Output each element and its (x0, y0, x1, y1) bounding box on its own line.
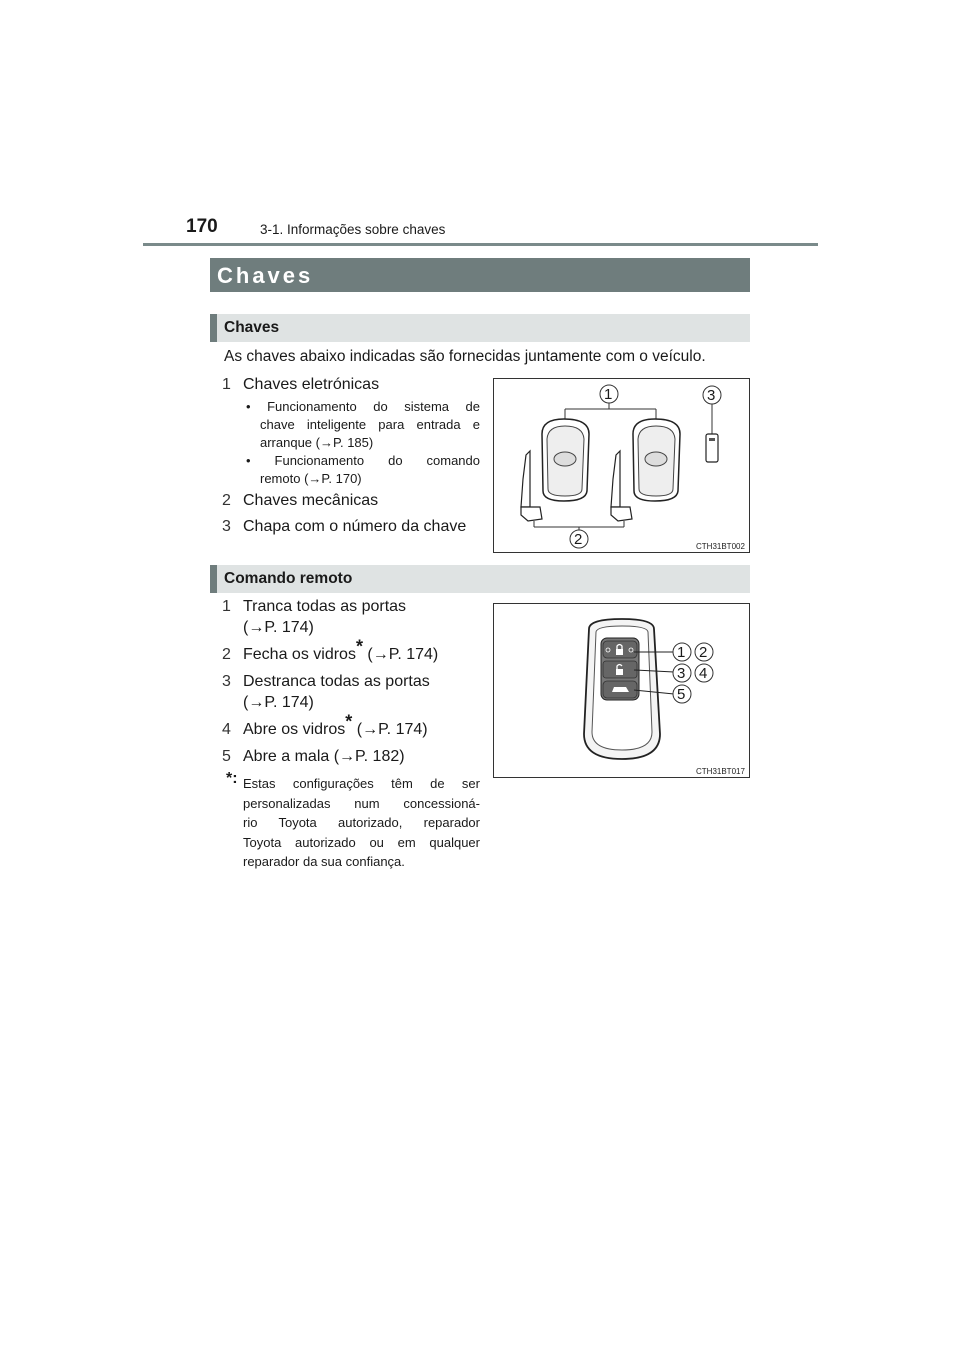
figure-code: CTH31BT017 (696, 767, 745, 776)
list-item (222, 646, 231, 664)
callout-number: 3 (707, 387, 716, 404)
item-label (243, 711, 428, 739)
item-number: 1 (222, 376, 231, 393)
item-number: 2 (222, 646, 231, 663)
item-label: Chaves eletrónicas (243, 376, 380, 393)
item-text: Abre os vidros (243, 721, 346, 738)
list-item (222, 518, 231, 536)
mechanical-key-icon (521, 451, 530, 507)
note-marker: *: (226, 770, 238, 787)
callout-number: 2 (574, 531, 583, 548)
item-label: Destranca todas as portas (243, 673, 430, 690)
item-reference: (→P. 174) (356, 721, 428, 738)
bullet-line: • Funcionamento do comando (246, 453, 480, 468)
title-bar (210, 258, 750, 292)
list-item (222, 673, 231, 691)
footnote-star: * (355, 636, 363, 657)
item-number: 3 (222, 518, 231, 535)
note-line: rio Toyota autorizado, reparador (243, 815, 480, 830)
item-reference: (→P. 174) (367, 646, 439, 663)
note-line: Toyota autorizado ou em qualquer (243, 834, 480, 850)
bullet-line: chave inteligente para entrada e (260, 417, 480, 432)
callout-number: 1 (677, 644, 686, 661)
callout-number: 3 (677, 665, 686, 682)
callout-number: 1 (604, 386, 613, 403)
mechanical-key-icon (611, 451, 620, 507)
list-item (222, 598, 231, 616)
item-label: Abre a mala (→P. 182) (243, 748, 405, 765)
item-label (243, 636, 439, 664)
item-label: Tranca todas as portas (243, 598, 407, 615)
item-label: Chaves mecânicas (243, 492, 379, 509)
section-heading-chaves (210, 314, 750, 342)
bullet-line: remoto (→P. 170) (260, 471, 362, 486)
figure-code: CTH31BT002 (696, 542, 745, 551)
item-number: 4 (222, 721, 231, 738)
section-header: 3-1. Informações sobre chaves (260, 222, 446, 237)
page-title: Chaves (217, 263, 314, 288)
note-line: reparador da sua confiança. (243, 854, 405, 869)
item-number: 1 (222, 598, 231, 615)
footnote-star: * (345, 711, 353, 732)
keys-illustration (494, 379, 749, 552)
list-item (222, 376, 231, 394)
keys-figure (493, 378, 750, 553)
lock-icon (616, 649, 623, 655)
callout-number: 2 (699, 644, 708, 661)
list-item (222, 721, 231, 739)
bullet-line: arranque (→P. 185) (260, 435, 374, 450)
intro-text: As chaves abaixo indicadas são fornecidas juntamente com o veículo. (224, 348, 706, 365)
note-line: Estas configurações têm de ser (243, 776, 480, 791)
section-heading-text: Chaves (224, 319, 280, 336)
page-number: 170 (186, 216, 218, 237)
item-label: Chapa com o número da chave (243, 518, 467, 535)
list-item (222, 748, 231, 766)
bullet-line: • Funcionamento do sistema de (246, 399, 480, 414)
section-heading-text: Comando remoto (224, 570, 353, 587)
unlock-icon (616, 669, 623, 675)
bullet-item (246, 398, 480, 488)
item-text: Fecha os vidros (243, 646, 356, 663)
header-rule (143, 243, 818, 246)
item-number: 5 (222, 748, 231, 765)
note-line: personalizadas num concessioná- (243, 795, 480, 811)
callout-number: 5 (677, 686, 686, 703)
remote-figure (493, 603, 750, 778)
item-reference: (→P. 174) (243, 619, 314, 636)
item-reference: (→P. 174) (243, 694, 314, 711)
item-number: 2 (222, 492, 231, 509)
callout-number: 4 (699, 665, 708, 682)
list-item (222, 492, 231, 510)
remote-illustration (494, 604, 749, 777)
section-heading-comando-remoto (210, 565, 750, 593)
footnote (243, 774, 480, 872)
item-number: 3 (222, 673, 231, 690)
